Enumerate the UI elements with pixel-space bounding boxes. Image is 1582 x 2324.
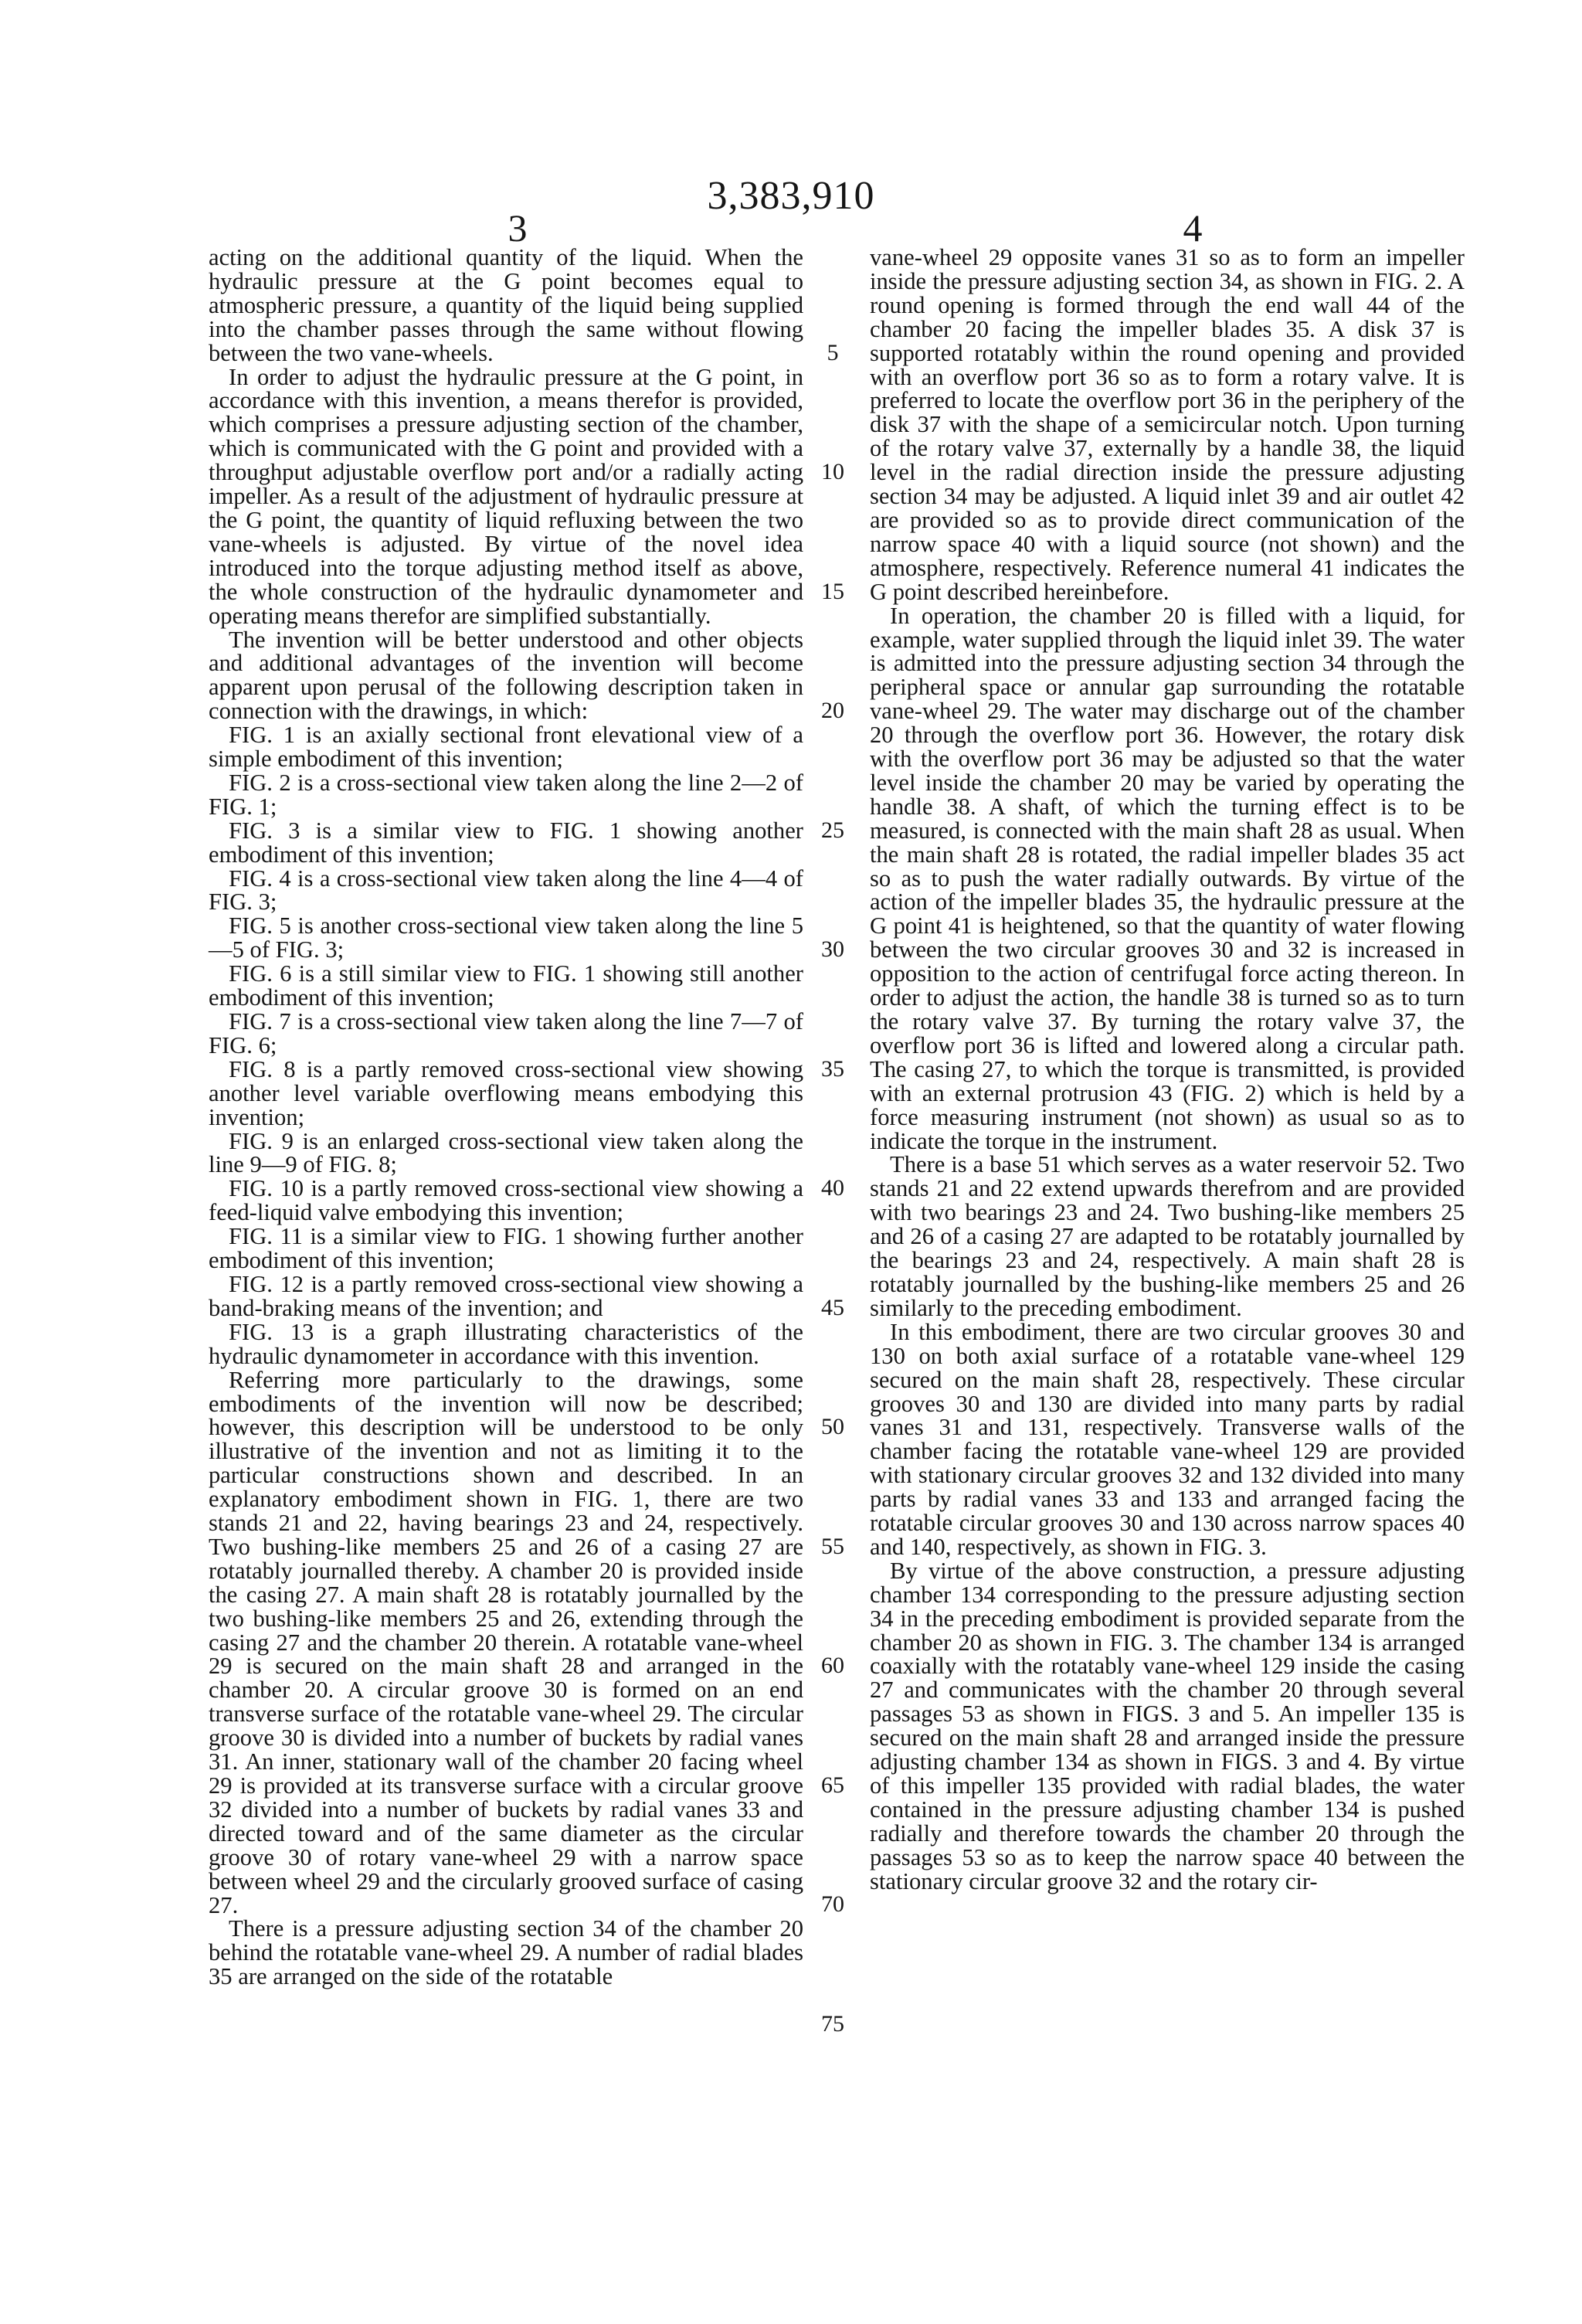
paragraph: In order to adjust the hydraulic pressure at the G point, in accordance with this invention, a means therefor is provided, which comprises a pressure adjusting section of the chamber, which is communicated with the G point and provided with a throughput adjustable overflow port and/or a radially acting impeller. As a result of the adjustment of hydraulic pressure at the G point, the quantity of liquid refluxing between the two vane-wheels is adjusted. By virtue of the novel idea introduced into the torque adjusting method itself as above, the whole construction of the hydraulic dynamometer and operating means therefor are simplified substantially. [209, 363, 803, 629]
paragraph: vane-wheel 29 opposite vanes 31 so as to form an impeller inside the pressure adjusting section 34, as shown in FIG. 2. A round opening is formed through the end wall 44 of the chamber 20 facing the impeller blades 35. A disk 37 is supported rotatably within the round opening and provided with an overflow port 36 so as to form a rotary valve. It is preferred to locate the overflow port 36 in the periphery of the disk 37 with the shape of a semicircular notch. Upon turning of the rotary valve 37, externally by a handle 38, the liquid level in the radial direction inside the pressure adjusting section 34 may be adjusted. A liquid inlet 39 and air outlet 42 are provided so as to provide direct communication of the narrow space 40 with a liquid source (not shown) and the atmosphere, respectively. Reference numeral 41 indicates the G point described hereinbefore. [870, 244, 1465, 605]
figure-description: FIG. 11 is a similar view to FIG. 1 showing further another embodiment of this invention; [209, 1223, 803, 1274]
figure-description: FIG. 9 is an enlarged cross-sectional view taken along the line 9—9 of FIG. 8; [209, 1127, 803, 1178]
line-number: 10 [821, 459, 844, 485]
paragraph: Referring more particularly to the drawings, some embodiments of the invention will now be described; however, this description will be understood to be only illustrative of the invention and not as limiting it to the particular constructions shown and described. In an explanatory embodiment shown in FIG. 1, there are two stands 21 and 22, having bearings 23 and 24, respectively. Two bushing-like members 25 and 26 of a casing 27 are rotatably journalled thereby. A chamber 20 is provided inside the casing 27. A main shaft 28 is rotatably journalled by the two bushing-like members 25 and 26, extending through the casing 27 and the chamber 20 therein. A rotatable vane-wheel 29 is secured on the main shaft 28 and arranged in the chamber 20. A circular groove 30 is formed on an end transverse surface of the rotatable vane-wheel 29. The circular groove 30 is divided into a number of buckets by radial vanes 31. An inner, stationary wall of the chamber 20 facing wheel 29 is provided at its transverse surface with a circular groove 32 divided into a number of buckets by radial vanes 33 and directed toward and of the same diameter as the circular groove 30 of rotary vane-wheel 29 with a narrow space between wheel 29 and the circularly grooved surface of casing 27. [209, 1366, 803, 1918]
patent-number: 3,383,910 [707, 174, 875, 218]
paragraph: There is a pressure adjusting section 34 of the chamber 20 behind the rotatable vane-wheel 29. A number of radial blades 35 are arranged on the side of the rotatable [209, 1915, 803, 1990]
left-text-column [209, 246, 803, 1989]
figure-description: FIG. 2 is a cross-sectional view taken along the line 2—2 of FIG. 1; [209, 769, 803, 820]
figure-description: FIG. 10 is a partly removed cross-sectional view showing a feed-liquid valve embodying this invention; [209, 1175, 803, 1226]
figure-description: FIG. 7 is a cross-sectional view taken along the line 7—7 of FIG. 6; [209, 1008, 803, 1058]
line-number: 5 [827, 339, 839, 365]
line-number: 70 [821, 1891, 844, 1918]
paragraph: There is a base 51 which serves as a water reservoir 52. Two stands 21 and 22 extend upwards therefrom and are provided with two bearings 23 and 24. Two bushing-like members 25 and 26 of a casing 27 are adapted to be rotatably journalled by the bearings 23 and 24, respectively. A main shaft 28 is rotatably journalled by the bushing-like members 25 and 26 similarly to the preceding embodiment. [870, 1151, 1465, 1321]
right-column-number: 4 [1183, 206, 1203, 250]
line-number: 75 [821, 2010, 844, 2037]
line-number: 35 [821, 1055, 844, 1082]
figure-description: FIG. 4 is a cross-sectional view taken along the line 4—4 of FIG. 3; [209, 865, 803, 916]
line-number: 30 [821, 936, 844, 963]
figure-description: FIG. 13 is a graph illustrating characteristics of the hydraulic dynamometer in accordance with this invention. [209, 1318, 803, 1369]
figure-description: FIG. 1 is an axially sectional front elevational view of a simple embodiment of this invention; [209, 722, 803, 773]
paragraph: In operation, the chamber 20 is filled with a liquid, for example, water supplied through the liquid inlet 39. The water is admitted into the pressure adjusting section 34 through the peripheral space or annular gap surrounding the rotatable vane-wheel 29. The water may discharge out of the chamber 20 through the overflow port 36. However, the rotary disk with the overflow port 36 may be adjusted so that the water level inside the chamber 20 may be varied by operating the handle 38. A shaft, of which the turning effect is to be measured, is connected with the main shaft 28 as usual. When the main shaft 28 is rotated, the radial impeller blades 35 act so as to push the water radially outwards. By virtue of the action of the impeller blades 35, the hydraulic pressure at the G point 41 is heightened, so that the quantity of water flowing between the two circular grooves 30 and 32 is increased in opposition to the action of centrifugal force acting thereon. In order to adjust the action, the handle 38 is turned so as to turn the rotary valve 37. By turning the rotary valve 37, the overflow port 36 is lifted and lowered along a circular path. The casing 27, to which the torque is transmitted, is provided with an external protrusion 43 (FIG. 2) which is held by a force measuring instrument (not shown) as usual so as to indicate the torque in the instrument. [870, 602, 1465, 1154]
line-number: 45 [821, 1294, 844, 1320]
paragraph: acting on the additional quantity of the liquid. When the hydraulic pressure at the G point becomes equal to atmospheric pressure, a quantity of the liquid being supplied into the chamber passes through the same without flowing between the two vane-wheels. [209, 244, 803, 366]
paragraph: By virtue of the above construction, a pressure adjusting chamber 134 corresponding to the pressure adjusting section 34 in the preceding embodiment is provided separate from the chamber 20 as shown in FIG. 3. The chamber 134 is arranged coaxially with the rotatably vane-wheel 129 inside the casing 27 and communicates with the chamber 20 through several passages 53 as shown in FIGS. 3 and 5. An impeller 135 is secured on the main shaft 28 and arranged inside the pressure adjusting chamber 134 as shown in FIGS. 3 and 4. By virtue of this impeller 135 provided with radial blades, the water contained in the pressure adjusting chamber 134 is pushed radially and therefore towards the chamber 20 through the passages 53 so as to keep the narrow space 40 between the stationary circular groove 32 and the rotary cir- [870, 1557, 1465, 1894]
line-number: 15 [821, 578, 844, 604]
paragraph: The invention will be better understood and other objects and additional advantages of the invention will become apparent upon perusal of the following description taken in connection with the drawings, in which: [209, 626, 803, 725]
line-number: 25 [821, 817, 844, 843]
left-column-number: 3 [508, 206, 528, 250]
right-text-column [870, 246, 1465, 1894]
figure-description: FIG. 8 is a partly removed cross-sectional view showing another level variable overflowing means embodying this invention; [209, 1055, 803, 1130]
line-number: 60 [821, 1653, 844, 1679]
paragraph: In this embodiment, there are two circular grooves 30 and 130 on both axial surface of a rotatable vane-wheel 129 secured on the main shaft 28, respectively. These circular grooves 30 and 130 are divided into many parts by radial vanes 31 and 131, respectively. Transverse walls of the chamber facing the rotatable vane-wheel 129 are provided with stationary circular grooves 32 and 132 divided into many parts by radial vanes 33 and 133 and arranged facing the rotatable circular grooves 30 and 130 across narrow spaces 40 and 140, respectively, as shown in FIG. 3. [870, 1318, 1465, 1560]
figure-description: FIG. 3 is a similar view to FIG. 1 showing another embodiment of this invention; [209, 817, 803, 868]
line-number: 65 [821, 1772, 844, 1798]
line-number: 50 [821, 1414, 844, 1440]
line-number: 55 [821, 1533, 844, 1559]
figure-description: FIG. 5 is another cross-sectional view taken along the line 5—5 of FIG. 3; [209, 912, 803, 963]
line-number: 40 [821, 1175, 844, 1201]
figure-description: FIG. 12 is a partly removed cross-sectional view showing a band-braking means of the invention; and [209, 1270, 803, 1321]
figure-description: FIG. 6 is a still similar view to FIG. 1 showing still another embodiment of this invention; [209, 960, 803, 1011]
line-number: 20 [821, 698, 844, 724]
